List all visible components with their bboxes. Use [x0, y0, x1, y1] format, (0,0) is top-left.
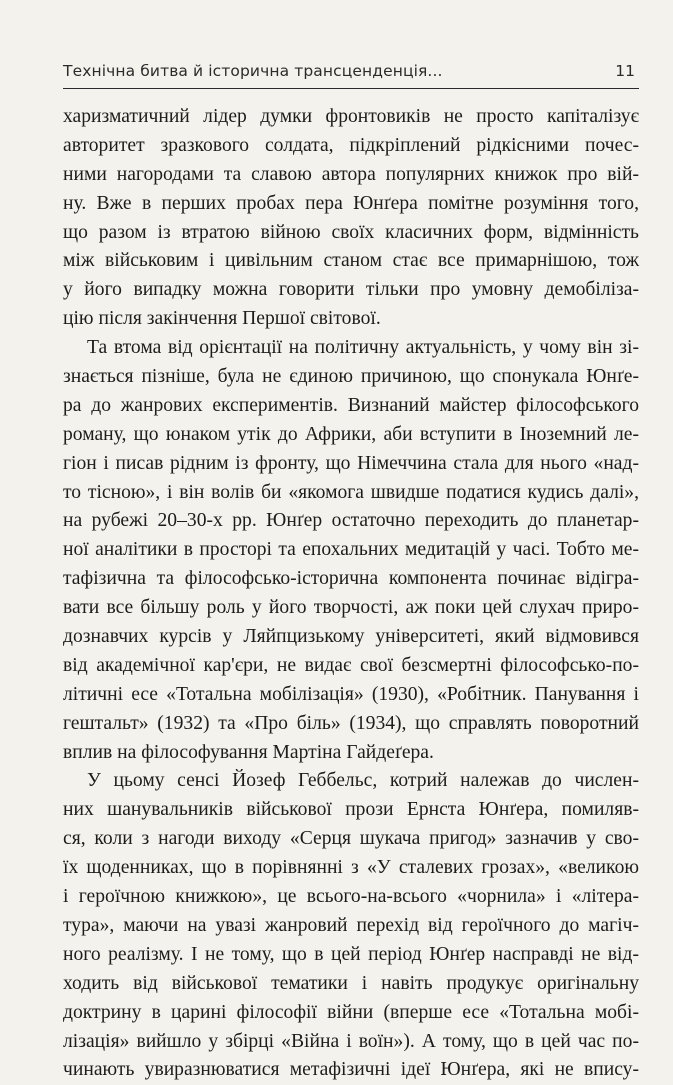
text-line: ся, коли з нагоди виходу «Серця шукача пригод» зазначив у сво- — [63, 828, 639, 850]
text-line: ної аналітики в просторі та епохальних медитацій у часі. Тобто ме- — [63, 539, 639, 561]
text-line: гештальт» (1932) та «Про біль» (1934), що справлять поворотний — [63, 712, 639, 734]
text-line: доктрину в царині філософії війни (вперше есе «Тотальна мобі- — [63, 1001, 639, 1023]
text-line: гіон і писав рідним із фронту, що Німеччина стала для нього «над- — [63, 452, 639, 474]
text-line: вплив на філософування Мартіна Гайдеґера. — [63, 741, 434, 763]
text-line: ра до жанрових експериментів. Визнаний майстер філософського — [63, 394, 639, 416]
text-line: ного реалізму. І не тому, що в цей період Юнґер насправді не від- — [63, 943, 639, 965]
text-line: знається пізніше, була не єдиною причиною, що спонукала Юнґе- — [63, 366, 639, 388]
text-line: У цьому сенсі Йозеф Геббельс, котрий належав до числен- — [87, 770, 639, 792]
text-line: ну. Вже в перших пробах пера Юнґера помітне розуміння того, — [63, 192, 639, 214]
text-line: роману, що юнаком утік до Африки, аби вступити в Іноземний ле- — [63, 423, 639, 445]
text-line: авторитет зразкового солдата, підкріплений рідкісними почес- — [63, 134, 639, 156]
running-title: Технічна битва й історична трансценденція... — [63, 62, 443, 80]
running-head — [63, 62, 639, 89]
text-line: літичні есе «Тотальна мобілізація» (1930), «Робітник. Панування і — [63, 683, 639, 705]
text-line: дознавчих курсів у Ляйпцизькому університеті, який відмовився — [63, 626, 639, 648]
text-line: цію після закінчення Першої світової. — [63, 308, 381, 330]
text-line: ними нагородами та славою автора популярних книжок про вій- — [63, 163, 639, 185]
text-line: і героїчною книжкою», це всього-на-всього «чорнила» і «літера- — [63, 886, 639, 908]
text-line: від академічної кар'єри, не видає свої безсмертні філософсько-по- — [63, 654, 639, 676]
text-line: Та втома від орієнтації на політичну актуальність, у чому він зі- — [87, 337, 639, 359]
text-line: у його випадку можна говорити тільки про умовну демобіліза- — [63, 279, 639, 301]
text-line: чинають увиразнюватися метафізичні ідеї Юнґера, які не впису- — [63, 1059, 639, 1081]
text-line: їх щоденниках, що в порівнянні з «У сталевих грозах», «великою — [63, 857, 639, 879]
text-line: вати все більшу роль у його творчості, аж поки цей слухач приро- — [63, 597, 639, 619]
text-line: на рубежі 20–30-х рр. Юнґер остаточно переходить до планетар- — [63, 510, 639, 532]
text-line: ходить від військової тематики і навіть продукує оригінальну — [63, 972, 639, 994]
text-line: них шанувальників військової прози Ернста Юнґера, помиляв- — [63, 799, 639, 821]
text-line: що разом із втратою війною своїх класичних форм, відмінність — [63, 221, 639, 243]
text-line: то тісною», і він волів би «якомога швидше податися кудись далі», — [63, 481, 639, 503]
page-number: 11 — [615, 62, 635, 80]
body-text — [63, 103, 639, 1085]
text-line: тура», маючи на увазі жанровий перехід від героїчного до магіч- — [63, 914, 639, 936]
text-line: харизматичний лідер думки фронтовиків не просто капіталізує — [63, 106, 639, 127]
text-line: лізація» вийшло у збірці «Війна і воїн»). А тому, що в цей час по- — [63, 1030, 639, 1052]
text-line: між військовим і цивільним станом стає все примарнішою, тож — [63, 250, 639, 272]
text-line: тафізична та філософсько-історична компонента починає відігра- — [63, 568, 639, 590]
